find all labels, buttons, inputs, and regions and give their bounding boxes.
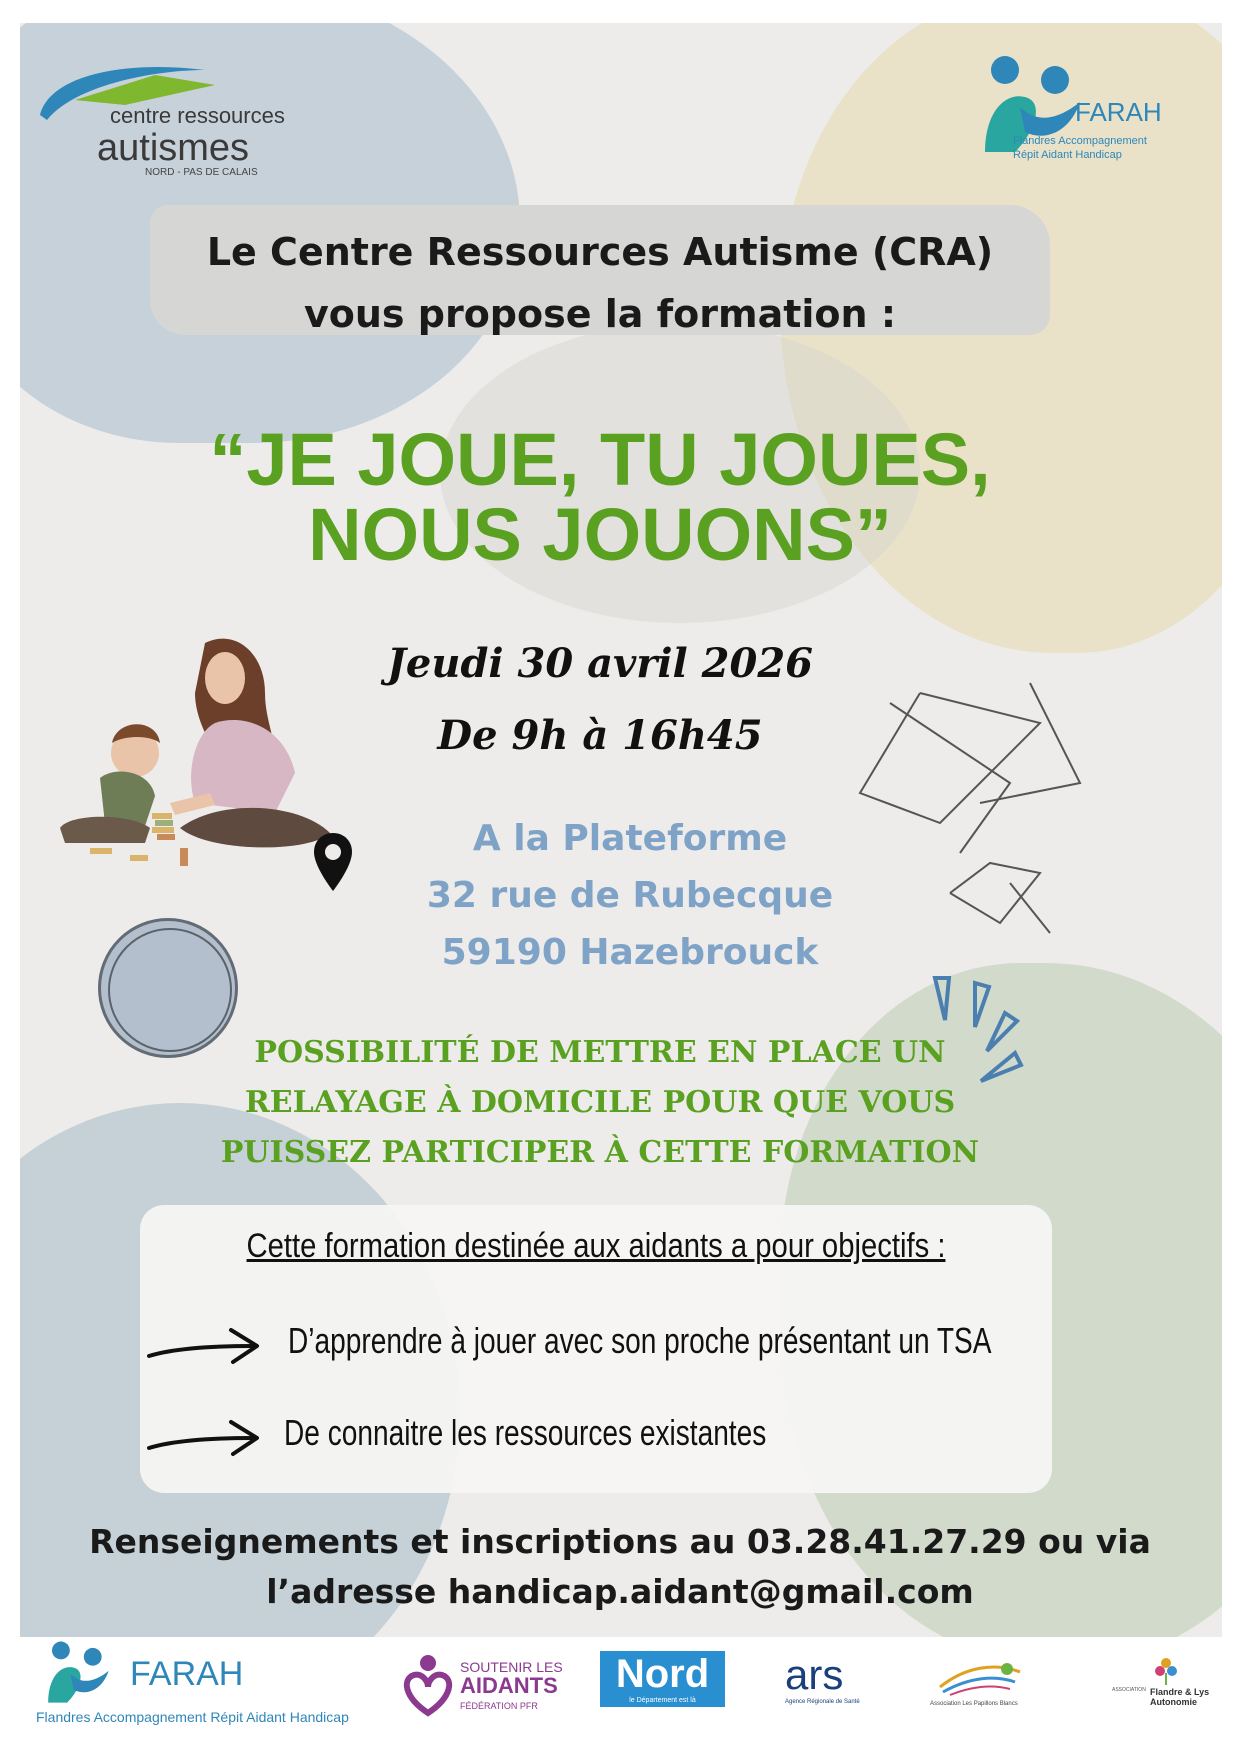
flandre-name-line1: Flandre & Lys	[1150, 1687, 1210, 1697]
partner-papillons-blancs-logo	[930, 1657, 1030, 1717]
cra-logo-line2: autismes	[97, 127, 250, 169]
partner-flandre-lys-logo	[1110, 1655, 1220, 1725]
farah-logo-sub-line1: Flandres Accompagnement	[1013, 135, 1147, 147]
partner-nord-logo	[600, 1651, 725, 1707]
aidants-line3: FÉDÉRATION PFR	[460, 1701, 538, 1711]
pin-marks-decoration	[915, 968, 1065, 1098]
event-date: Jeudi 30 avril 2026	[386, 640, 813, 687]
farah-logo-name: FARAH	[1075, 97, 1162, 127]
relay-notice-line3: PUISSEZ PARTICIPER À CETTE FORMATION	[220, 1135, 980, 1170]
objective-item-2: De connaitre les ressources existantes	[284, 1412, 767, 1453]
cra-logo-line3: NORD - PAS DE CALAIS	[145, 167, 258, 178]
location-line2: 32 rue de Rubecque	[426, 875, 834, 916]
nord-name: Nord	[615, 1652, 710, 1696]
partner-soutenir-aidants-logo	[390, 1649, 570, 1729]
farah-figures-icon	[40, 1639, 120, 1709]
sketch-lines-decoration	[800, 663, 1130, 963]
ars-name: ars	[785, 1651, 844, 1698]
decorative-circle	[108, 928, 232, 1052]
aidants-line1: SOUTENIR LES	[460, 1659, 563, 1675]
arrow-right-icon	[145, 1322, 265, 1372]
cra-logo	[35, 55, 305, 178]
contact-line2: l’adresse handicap.aidant@gmail.com	[266, 1572, 974, 1611]
intro-line2: vous propose la formation :	[303, 292, 897, 336]
farah-logo	[955, 52, 1195, 172]
nord-subtitle: le Département est là	[629, 1697, 696, 1704]
ars-subtitle: Agence Régionale de Santé	[785, 1699, 860, 1705]
event-time: De 9h à 16h45	[437, 712, 763, 759]
objective-item-1: D’apprendre à jouer avec son proche présentant un TSA	[288, 1320, 992, 1361]
objectives-heading: Cette formation destinée aux aidants a pour objectifs :	[246, 1227, 946, 1265]
papillons-butterfly-icon	[935, 1657, 1025, 1699]
location-line1: A la Plateforme	[472, 818, 788, 859]
farah-logo-sub-line2: Répit Aidant Handicap	[1013, 149, 1122, 161]
aidants-line2: AIDANTS	[460, 1673, 558, 1698]
intro-line1: Le Centre Ressources Autisme (CRA)	[206, 230, 994, 274]
flandre-name	[1150, 1687, 1209, 1707]
relay-notice-line2: RELAYAGE À DOMICILE POUR QUE VOUS	[244, 1085, 956, 1120]
arrow-right-icon	[145, 1414, 265, 1464]
training-title-line1: “JE JOUE, TU JOUES,	[209, 418, 991, 501]
partners-footer	[20, 1637, 1222, 1737]
training-title-line2: NOUS JOUONS”	[308, 493, 892, 576]
flandre-flower-icon	[1152, 1655, 1180, 1685]
relay-notice-line1: POSSIBILITÉ DE METTRE EN PLACE UN	[254, 1035, 946, 1070]
cra-logo-line1: centre ressources	[110, 103, 285, 128]
partner-farah-logo	[30, 1637, 390, 1737]
flandre-name-line2: Autonomie	[1150, 1697, 1197, 1707]
papillons-name: Association Les Papillons Blancs	[930, 1701, 1018, 1707]
flandre-assoc-label: ASSOCIATION	[1112, 1687, 1146, 1693]
farah-logo-subtitle	[1013, 134, 1147, 162]
partner-farah-name: FARAH	[130, 1655, 244, 1693]
location-line3: 59190 Hazebrouck	[441, 932, 819, 973]
partner-farah-subtitle: Flandres Accompagnement Répit Aidant Handicap	[36, 1709, 349, 1725]
contact-line1: Renseignements et inscriptions au 03.28.41.27.29 ou via	[89, 1522, 1151, 1561]
partner-ars-logo	[785, 1651, 860, 1705]
aidants-heart-icon	[400, 1653, 456, 1717]
